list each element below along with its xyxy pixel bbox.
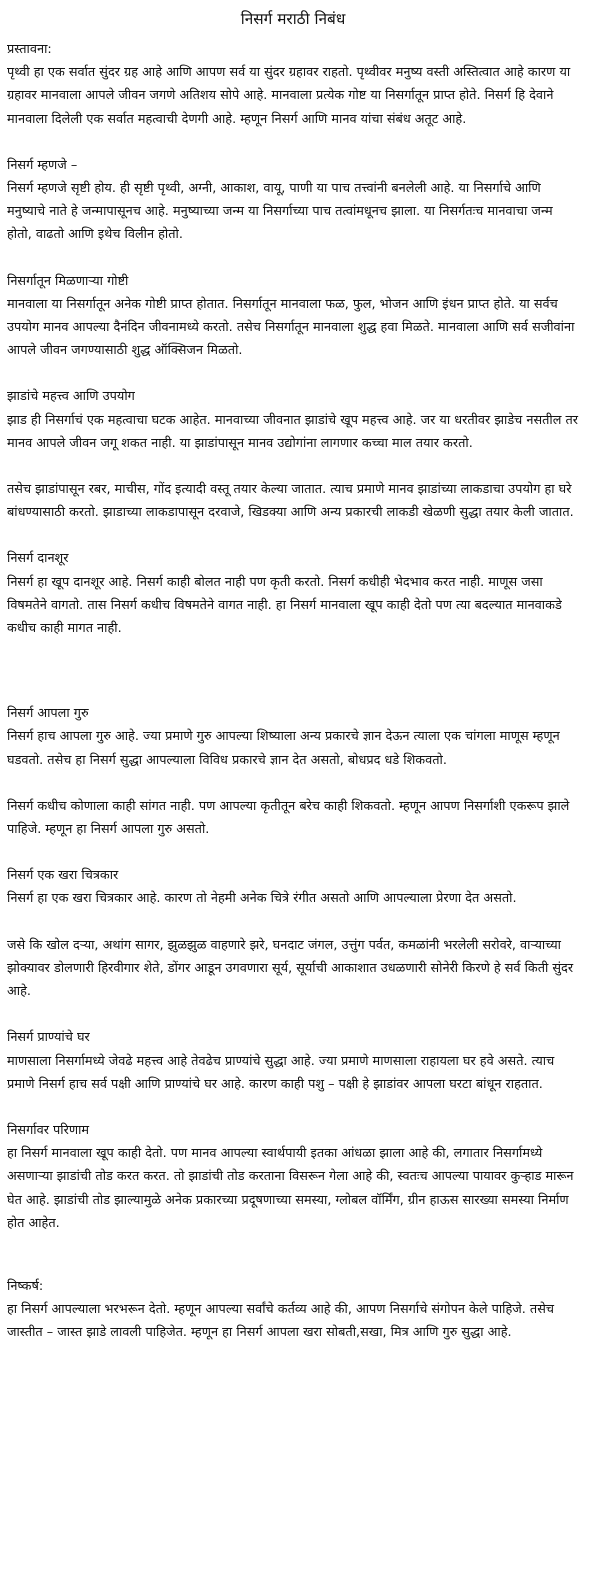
section-teacher: [7, 702, 579, 841]
spacer: [7, 524, 579, 547]
paragraph: जसे कि खोल दऱ्या, अथांग सागर, झुळझुळ वाहणारे झरे, घनदाट जंगल, उत्तुंग पर्वत, कमळांनी भरलेली सरोवरे, वाऱ्याच्या झोक्यावर डोलणारी हिरवीगार शेते, डोंगर आडून उगवणारा सूर्य, सूर्याची आकाशात उधळणारी सोनेरी किरणे हे सर्व किती सुंदर आहे.: [7, 937, 574, 1000]
section-gifts: [7, 270, 579, 363]
paragraph: निसर्ग कधीच कोणाला काही सांगत नाही. पण आपल्या कृतीतून बरेच काही शिकवतो. म्हणून आपण निसर्गाशी एकरूप झाले पाहिजे. म्हणून हा निसर्ग आपला गुरु असतो.: [7, 798, 570, 838]
section-trees: [7, 385, 579, 524]
essay-title: निसर्ग मराठी निबंध: [240, 10, 346, 28]
spacer: [7, 841, 579, 864]
section-intro: [7, 38, 579, 131]
section-heading: निसर्ग आपला गुरु: [7, 706, 89, 722]
section-heading: निसर्ग म्हणजे –: [7, 157, 78, 173]
section-effects: [7, 1119, 579, 1235]
paragraph: निसर्ग म्हणजे सृष्टी होय. ही सृष्टी पृथ्वी, अग्नी, आकाश, वायू, पाणी या पाच तत्त्वांनी बनलेली आहे. या निसर्गाचे आणि मनुष्याचे नाते हे जन्मापासूनच आहे. मनुष्याच्या जन्म या निसर्गाच्या पाच तत्वांमधूनच झाला. या निसर्गतःच मानवाचा जन्म होतो, वाढतो आणि इथेच विलीन होतो.: [7, 181, 553, 243]
spacer: [7, 247, 579, 270]
section-heading: झाडांचे महत्त्व आणि उपयोग: [7, 389, 135, 405]
section-heading: निसर्गातून मिळणाऱ्या गोष्टी: [7, 273, 129, 289]
section-generous: [7, 547, 579, 640]
spacer: [7, 640, 579, 702]
section-heading: निष्कर्ष:: [7, 1278, 44, 1294]
paragraph: तसेच झाडांपासून रबर, माचीस, गोंद इत्यादी वस्तू तयार केल्या जातात. त्याच प्रमाणे मानव झाडांच्या लाकडाचा उपयोग हा घरे बांधण्यासाठी करतो. झाडाच्या लाकडापासून दरवाजे, खिडक्या आणि अन्य प्रकारची लाकडी खेळणी सुद्धा तयार केली जातात.: [7, 482, 574, 521]
section-home: [7, 1026, 579, 1096]
section-heading: निसर्ग दानशूर: [7, 551, 69, 567]
section-heading: निसर्ग एक खरा चित्रकार: [7, 868, 119, 884]
paragraph: माणसाला निसर्गामध्ये जेवढे महत्त्व आहे तेवढेच प्राण्यांचे सुद्धा आहे. ज्या प्रमाणे माणसाला राहायला घर हवे असते. त्याच प्रमाणे निसर्ग हाच सर्व पक्षी आणि प्राण्यांचे घर आहे. कारण काही पशु – पक्षी हे झाडांवर आपला घरटा बांधून राहतात.: [7, 1053, 555, 1092]
paragraph: हा निसर्ग आपल्याला भरभरून देतो. म्हणून आपल्या सर्वांचे कर्तव्य आहे की, आपण निसर्गाचे संगोपन केले पाहिजे. तसेच जास्तीत – जास्त झाडे लावली पाहिजेत. म्हणून हा निसर्ग आपला खरा सोबती,सखा, मित्र आणि गुरु सुद्धा आहे.: [7, 1302, 554, 1341]
paragraph: हा निसर्ग मानवाला खूप काही देतो. पण मानव आपल्या स्वार्थपायी इतका आंधळा झाला आहे की, लगातार निसर्गामध्ये असणाऱ्या झाडांची तोड करत करत. तो झाडांची तोड करताना विसरून गेला आहे की, स्वतःच आपल्या पायावर कुऱ्हाड मारून घेत आहे. झाडांची तोड झाल्यामुळे अनेक प्रकारच्या प्रदूषणाच्या समस्या, ग्लोबल वॉर्मिंग, ग्रीन हाऊस सारख्या समस्या निर्माण होत आहेत.: [7, 1146, 574, 1231]
spacer: [7, 1235, 579, 1275]
section-meaning: [7, 154, 579, 247]
section-conclusion: [7, 1275, 579, 1345]
spacer: [7, 911, 579, 934]
paragraph: झाड ही निसर्गाचं एक महत्वाचा घटक आहेत. मानवाच्या जीवनात झाडांचे खूप महत्त्व आहे. जर या धरतीवर झाडेच नसतील तर मानव आपले जीवन जगू शकत नाही. या झाडांपासून मानव उद्योगांना लागणार कच्चा माल तयार करतो.: [7, 412, 579, 451]
spacer: [7, 1096, 579, 1119]
section-heading: निसर्ग प्राण्यांचे घर: [7, 1030, 90, 1046]
spacer: [7, 1003, 579, 1026]
section-painter: [7, 864, 579, 1003]
paragraph: निसर्ग हा एक खरा चित्रकार आहे. कारण तो नेहमी अनेक चित्रे रंगीत असतो आणि आपल्याला प्रेरणा देत असतो.: [7, 891, 517, 907]
spacer: [7, 362, 579, 385]
paragraph: निसर्ग हा खूप दानशूर आहे. निसर्ग काही बोलत नाही पण कृती करतो. निसर्ग कधीही भेदभाव करत नाही. माणूस जसा विषमतेने वागतो. तास निसर्ग कधीच विषमतेने वागत नाही. हा निसर्ग मानवाला खूप काही देतो पण त्या बदल्यात मानवाकडे कधीच काही मागत नाही.: [7, 574, 562, 637]
paragraph: पृथ्वी हा एक सर्वात सुंदर ग्रह आहे आणि आपण सर्व या सुंदर ग्रहावर राहतो. पृथ्वीवर मनुष्य वस्ती अस्तित्वात आहे कारण या ग्रहावर मानवाला आपले जीवन जगणे अतिशय सोपे आहे. मानवाला प्रत्येक गोष्ट या निसर्गातून प्राप्त होते. निसर्ग हि देवाने मानवाला दिलेली एक सर्वात महत्वाची देणगी आहे. म्हणून निसर्ग आणि मानव यांचा संबंध अतूट आहे.: [7, 65, 571, 127]
spacer: [7, 131, 579, 154]
spacer: [7, 455, 579, 478]
paragraph: निसर्ग हाच आपला गुरु आहे. ज्या प्रमाणे गुरु आपल्या शिष्याला अन्य प्रकारचे ज्ञान देऊन त्याला एक चांगला माणूस म्हणून घडवतो. तसेच हा निसर्ग सुद्धा आपल्याला विविध प्रकारचे ज्ञान देत असतो, बोधप्रद धडे शिकवतो.: [7, 729, 560, 768]
paragraph: मानवाला या निसर्गातून अनेक गोष्टी प्राप्त होतात. निसर्गातून मानवाला फळ, फुल, भोजन आणि इंधन प्राप्त होते. या सर्वच उपयोग मानव आपल्या दैनंदिन जीवनामध्ये करतो. तसेच निसर्गातून मानवाला शुद्ध हवा मिळते. मानवाला आणि सर्व सजीवांना आपले जीवन जगण्यासाठी शुद्ध ऑक्सिजन मिळतो.: [7, 296, 575, 359]
spacer: [7, 772, 579, 795]
section-heading: प्रस्तावना:: [7, 42, 52, 57]
section-heading: निसर्गावर परिणाम: [7, 1122, 90, 1138]
